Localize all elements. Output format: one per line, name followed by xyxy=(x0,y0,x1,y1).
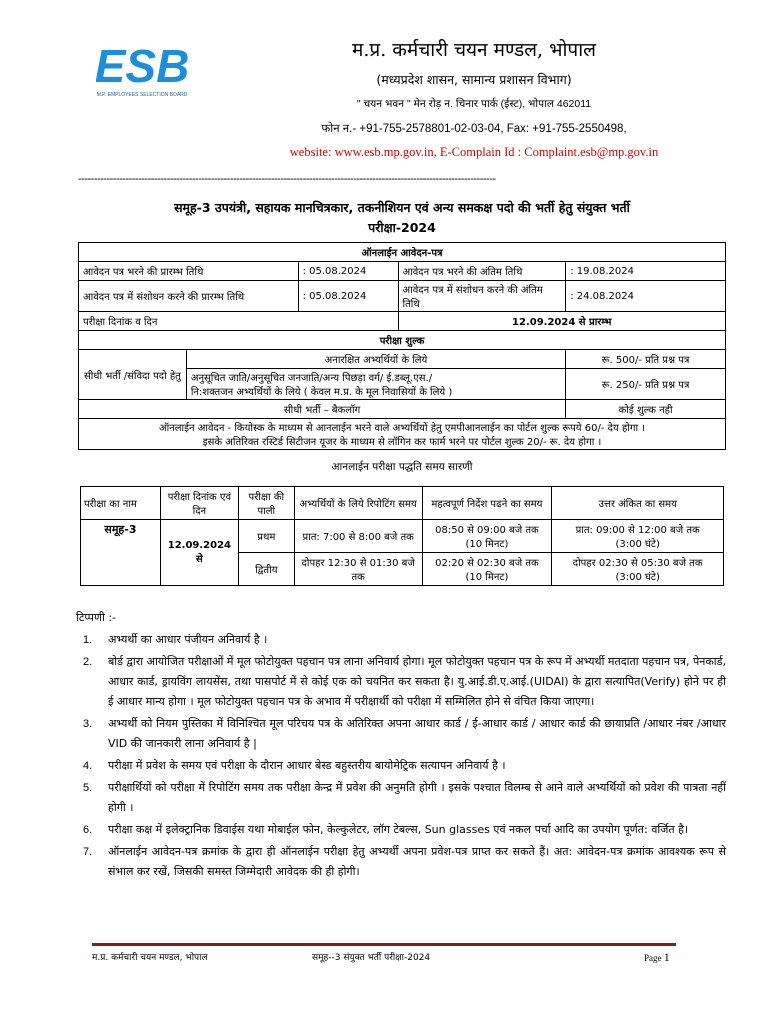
title-line-2: परीक्षा-2024 xyxy=(368,220,436,235)
online-note-2: इसके अतिरिक्त रस्टिर्ड सिटीजन यूजर के माध्यम से लॉगिन कर फार्म भरने पर पोर्टल शुल्क 20/- रू. देय होगा । xyxy=(202,437,602,448)
note-number: 6. xyxy=(83,824,93,836)
shift-name: प्रथम xyxy=(238,520,294,553)
fee-general-label: अनारक्षित अभ्यर्थियों के लिये xyxy=(186,350,565,369)
fee-row-label: सीधी भर्ती /संविदा पदो हेतु xyxy=(79,350,187,400)
answer-time-text: प्रात: 09:00 से 12:00 बजे तक xyxy=(575,525,700,536)
note-number: 5. xyxy=(83,782,93,794)
note-number: 2. xyxy=(83,656,93,668)
title-line-1: समूह-3 उपयंत्री, सहायक मानचित्रकार, तकनीशियन एवं अन्य समकक्ष पदो की भर्ती हेतु संयुक्त भर्ती xyxy=(174,200,630,215)
logo-text: ESB xyxy=(96,40,188,92)
notes-section xyxy=(78,608,726,882)
instruction-duration: (10 मिनट) xyxy=(465,572,509,583)
col-header: अभ्यर्थियों के लिये रिपोटिंग समय xyxy=(294,487,422,520)
list-item xyxy=(78,820,726,840)
start-date-value: : 05.08.2024 xyxy=(298,262,398,281)
schedule-table xyxy=(80,486,724,586)
reporting-time: दोपहर 12:30 से 01:30 बजे तक xyxy=(294,553,422,586)
list-item xyxy=(78,714,726,754)
note-text: अभ्यर्थी का आधार पंजीयन अनिवार्य है । xyxy=(108,633,268,646)
esb-logo xyxy=(96,38,188,102)
schedule-caption: आनलाईन परीक्षा पद्धति समय सारणी xyxy=(331,461,473,473)
exam-name: समूह-3 xyxy=(81,520,161,586)
note-number: 3. xyxy=(83,718,93,730)
edit-start-value: : 05.08.2024 xyxy=(298,281,398,312)
address: " चयन भवन " मेन रोड़ न. चिनार पार्क (ईस्ट), भोपाल 462011 xyxy=(356,98,592,110)
instruction-duration: (10 मिनट) xyxy=(465,539,509,550)
fee-reserved-line-1: अनुसूचित जाति/अनुसूचित जनजाति/अन्य पिछड़ा वर्ग/ ई.डब्लू.एस./ xyxy=(190,373,433,384)
table-row xyxy=(79,262,726,281)
fee-reserved-line-2: नि:शक्तजन अभ्यर्थियों के लिये ( केवल म.प्र. के मूल निवासियों के लिये ) xyxy=(190,387,453,398)
answer-time xyxy=(552,553,724,586)
table-row xyxy=(79,400,726,419)
answer-duration: (3:00 घंटे) xyxy=(615,572,660,583)
separator: ------------------------------------------------------------------------------------------------------------------------------------ xyxy=(78,173,496,185)
note-text: बोर्ड द्वारा आयोजित परीक्षाओं में मूल फोटोयुक्त पहचान पत्र लाना अनिवार्य होगा। मूल फोटोयुक्त पहचान पत्र के रूप में अभ्यर्थी मतदाता पहचान पत्र, पेनकार्ड, आधार कार्ड, ड्रायविंग लायसेंस, तथा पासपोर्ट में से कोई एक को चयनित कर सकता है। यु.आई.डी.ए.आई.(UIDAI) के द्वारा सत्यापित(Verify) होने पर ही ई आधार मान्य होगा । मूल फोटोयुक्त पहचान पत्र के अभाव में परीक्षार्थी को परीक्षा में सम्मिलित होने से वंचित किया जाएगा। xyxy=(108,655,726,708)
answer-time xyxy=(552,520,724,553)
table-header-row xyxy=(81,487,724,520)
website-line[interactable]: website: www.esb.mp.gov.in, E-Complain Id : Complaint.esb@mp.gov.in xyxy=(289,145,659,159)
note-number: 7. xyxy=(83,846,93,858)
edit-end-label: आवेदन पत्र में संशोधन करने की अंतिम तिथि xyxy=(398,281,566,312)
list-item xyxy=(78,630,726,650)
page-label: Page xyxy=(644,953,662,963)
online-note-1: ऑनलाईन आवेदन - कियोस्क के माध्यम से आनलाईन भरने वाले अभ्यर्थियों हेतु एमपीआनलाईन का पोर्टल शुल्क रूपये 60/- देय होगा । xyxy=(158,423,646,434)
table-row xyxy=(79,312,726,331)
shift-name: द्वितीय xyxy=(238,553,294,586)
note-text: परीक्षार्थियों को परीक्षा में रिपोटिंग समय तक परीक्षा केन्द्र में प्रवेश की अनुमति होगी । इसके पश्चात विलम्ब से आने वाले अभ्यर्थियों को प्रवेश की पात्रता नहीं होगी । xyxy=(108,781,726,814)
online-fee-note xyxy=(79,419,726,450)
end-date-label: आवेदन पत्र भरने की अंतिम तिथि xyxy=(398,262,566,281)
dept-name: (मध्यप्रदेश शासन, सामान्य प्रशासन विभाग) xyxy=(376,72,572,87)
phone-fax: फोन न.- +91-755-2578801-02-03-04, Fax: +91-755-2550498, xyxy=(321,123,627,135)
answer-duration: (3:00 घंटे) xyxy=(615,539,660,550)
instruction-time-text: 08:50 से 09:00 बजे तक xyxy=(435,525,539,536)
instruction-time-text: 02:20 से 02:30 बजे तक xyxy=(435,558,539,569)
note-number: 4. xyxy=(83,760,93,772)
notes-heading: टिप्पणी :- xyxy=(76,611,117,624)
edit-start-label: आवेदन पत्र में संशोधन करने की प्रारम्भ तिथि xyxy=(79,281,299,312)
table-row xyxy=(79,281,726,312)
answer-time-text: दोपहर 02:30 से 05:30 बजे तक xyxy=(572,558,703,569)
backlog-label: सीधी भर्ती – बैकलॉग xyxy=(79,400,566,419)
exam-date-value: 12.09.2024 से प्रारम्भ xyxy=(398,312,726,331)
list-item xyxy=(78,652,726,712)
col-header: परीक्षा की पाली xyxy=(238,487,294,520)
note-number: 1. xyxy=(83,634,93,646)
list-item xyxy=(78,842,726,882)
table-row xyxy=(81,520,724,553)
document-title xyxy=(78,198,726,238)
fee-general-amount: रू. 500/- प्रति प्रश्न पत्र xyxy=(566,350,726,369)
col-header: परीक्षा दिनांक एवं दिन xyxy=(160,487,238,520)
instruction-time xyxy=(422,553,552,586)
col-header: महत्वपूर्ण निर्देश पढने का समय xyxy=(422,487,552,520)
note-text: अभ्यर्थी को नियम पुस्तिका में विनिश्चित मूल परिचय पत्र के अतिरिक्त अपना आधार कार्ड / ई-आधार कार्ड / आधार कार्ड की छायाप्रति /आधार नंबर /आधार VID की जानकारी लाना अनिवार्य है | xyxy=(108,717,726,750)
exam-date-label: परीक्षा दिनांक व दिन xyxy=(79,312,399,331)
list-item xyxy=(78,756,726,776)
instruction-time xyxy=(422,520,552,553)
footer-org: म.प्र. कर्मचारी चयन मण्डल, भोपाल xyxy=(92,953,208,963)
fee-reserved-amount: रू. 250/- प्रति प्रश्न पत्र xyxy=(566,369,726,400)
note-text: परीक्षा में प्रवेश के समय एवं परीक्षा के दौरान आधार बेस्ड बहुस्तरीय बायोमेट्रिक सत्यापन अनिवार्य है । xyxy=(108,759,506,772)
col-header: उत्तर अंकित का समय xyxy=(552,487,724,520)
end-date-value: : 19.08.2024 xyxy=(566,262,726,281)
exam-date: 12.09.2024 से xyxy=(160,520,238,586)
reporting-time: प्रात: 7:00 से 8:00 बजे तक xyxy=(294,520,422,553)
start-date-label: आवेदन पत्र भरने की प्रारम्भ तिथि xyxy=(79,262,299,281)
table-row xyxy=(79,350,726,369)
backlog-value: कोई शुल्क नही xyxy=(566,400,726,419)
col-header: परीक्षा का नाम xyxy=(81,487,161,520)
edit-end-value: : 24.08.2024 xyxy=(566,281,726,312)
note-text: परीक्षा कक्ष में इलेक्ट्रानिक डिवाईस यथा मोबाईल फोन, केल्कुलेटर, लॉग टेबल्स, Sun glasses एवं नकल पर्चा आदि का उपयोग पूर्णत: वर्जित है। xyxy=(108,823,689,836)
fee-heading: परीक्षा शुल्क xyxy=(79,331,726,350)
application-table xyxy=(78,242,726,450)
page-num: 1 xyxy=(663,950,670,964)
list-item xyxy=(78,778,726,818)
fee-reserved-label xyxy=(186,369,565,400)
org-name: म.प्र. कर्मचारी चयन मण्डल, भोपाल xyxy=(351,39,597,61)
footer-divider xyxy=(92,943,676,946)
letterhead xyxy=(200,36,748,160)
logo-subtext: M.P. EMPLOYEES SELECTION BOARD xyxy=(96,92,188,98)
page-number xyxy=(644,950,670,965)
footer-title: समूह--3 संयुक्त भर्ती परीक्षा-2024 xyxy=(312,953,431,963)
online-form-heading: ऑनलाईन आवेदन-पत्र xyxy=(79,243,726,262)
note-text: ऑनलाईन आवेदन-पत्र क्रमांक के द्वारा ही ऑनलाईन परीक्षा हेतु अभ्यर्थी अपना प्रवेश-पत्र प्राप्त कर सकते हैं। अत: आवेदन-पत्र क्रमांक आवश्यक रूप से संभाल कर रखें, जिसकी समस्त जिम्मेदारी आवेदक की ही होगी। xyxy=(108,845,726,878)
